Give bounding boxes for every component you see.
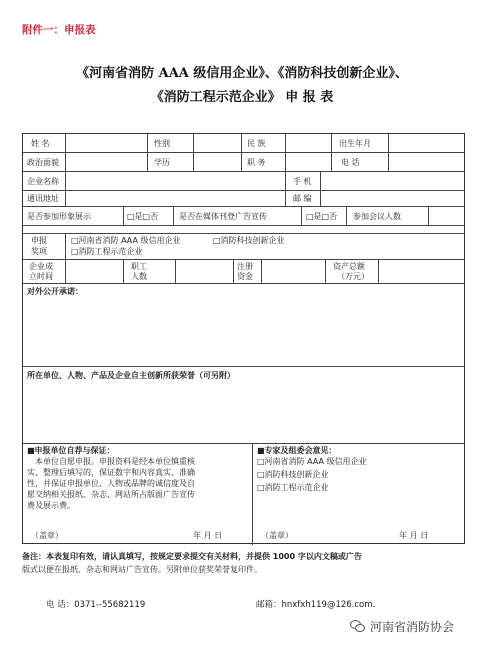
form-title-line1: 《河南省消防 AAA 级信用企业》、《消防科技创新企业》、 xyxy=(76,66,408,81)
footer-email: 邮箱：hnxfxh119@126.com. xyxy=(256,600,376,610)
self-recommend-line1: 本单位自愿申报。申报资料是经本单位慎重核 xyxy=(35,457,195,466)
checkbox-media-ad[interactable]: □是□否 xyxy=(306,212,338,221)
watermark-text: 河南省消防协会 xyxy=(370,620,455,634)
label-founded-line1: 企业成 xyxy=(29,262,53,271)
notes-line1: 备注：本表复印有效，请认真填写，按规定要求提交有关材料，并提供 1000 字以内文稿或广告 xyxy=(22,552,362,561)
label-birth: 出生年月 xyxy=(339,139,371,148)
label-award-line1: 申报 xyxy=(31,236,47,245)
application-form-table xyxy=(22,133,465,544)
self-recommend-heading: ■申报单位自荐与保证： xyxy=(27,446,115,455)
label-staff-line1: 职工 xyxy=(131,262,147,271)
expert-date: 年 月 日 xyxy=(399,531,429,540)
label-award-line2: 奖项 xyxy=(31,247,47,256)
form-title-line2: 《消防工程示范企业》 申 报 表 xyxy=(150,90,334,105)
label-ethnicity: 民 族 xyxy=(247,139,266,148)
label-commitment: 对外公开承诺： xyxy=(27,287,83,296)
label-gender: 性别 xyxy=(154,139,170,148)
label-founded-line2: 立时间 xyxy=(29,272,53,281)
label-assets-line2: （万元） xyxy=(337,272,369,281)
label-politics: 政治面貌 xyxy=(27,158,59,167)
label-phone: 电 话 xyxy=(341,158,360,167)
wechat-icon xyxy=(350,620,366,634)
self-recommend-line2: 实、整理后填写的，保证数字和内容真实、准确 xyxy=(27,468,195,477)
label-name: 姓 名 xyxy=(31,139,50,148)
expert-option-tech[interactable]: □消防科技创新企业 xyxy=(257,470,329,479)
expert-seal: （盖章） xyxy=(261,531,293,540)
checkbox-image-show[interactable]: □是□否 xyxy=(127,212,159,221)
footer-phone: 电 话：0371--55682119 xyxy=(46,600,146,610)
self-recommend-line5: 费及展示费。 xyxy=(27,501,75,510)
award-option-aaa[interactable]: □河南省消防 AAA 级信用企业 xyxy=(71,236,181,245)
self-recommend-line4: 愿交纳相关报纸、杂志、网站所占版面广告宣传 xyxy=(27,490,195,499)
label-assets-line1: 资产总额 xyxy=(333,262,365,271)
label-staff-line2: 人数 xyxy=(131,272,147,281)
self-recommend-line3: 性，并保证申报单位、人物或品牌的诚信度及自 xyxy=(27,479,195,488)
notes xyxy=(22,550,467,576)
expert-option-aaa[interactable]: □河南省消防 AAA 级信用企业 xyxy=(257,457,367,466)
label-address: 通讯地址 xyxy=(27,194,59,203)
label-honors: 所在单位、人物、产品及企业自主创新所获荣誉（可另附） xyxy=(27,371,235,380)
label-image-show: 是否参加形象展示 xyxy=(27,212,91,221)
self-recommend-seal: （盖章） xyxy=(31,531,63,540)
attachment-label: 附件一：申报表 xyxy=(22,24,96,36)
label-capital-line1: 注册 xyxy=(237,262,253,271)
label-education: 学历 xyxy=(154,158,170,167)
expert-option-engineering[interactable]: □消防工程示范企业 xyxy=(257,483,329,492)
self-recommend-date: 年 月 日 xyxy=(193,531,223,540)
award-option-engineering[interactable]: □消防工程示范企业 xyxy=(71,247,143,256)
label-media-ad: 是否在媒体刊登广告宣传 xyxy=(179,212,267,221)
wechat-watermark xyxy=(350,618,454,635)
expert-opinion-heading: ■专家及组委会意见： xyxy=(257,446,337,455)
award-option-tech[interactable]: □消防科技创新企业 xyxy=(213,236,285,245)
label-attendees: 参加会议人数 xyxy=(353,212,401,221)
notes-line2: 版式以便在报纸、杂志和网站广告宣传。另附单位获奖荣誉复印件。 xyxy=(22,565,262,574)
label-company: 企业名称 xyxy=(27,177,59,186)
label-mobile: 手 机 xyxy=(293,177,312,186)
label-capital-line2: 资金 xyxy=(237,272,253,281)
label-postcode: 邮 编 xyxy=(293,194,312,203)
label-position: 职 务 xyxy=(247,158,266,167)
